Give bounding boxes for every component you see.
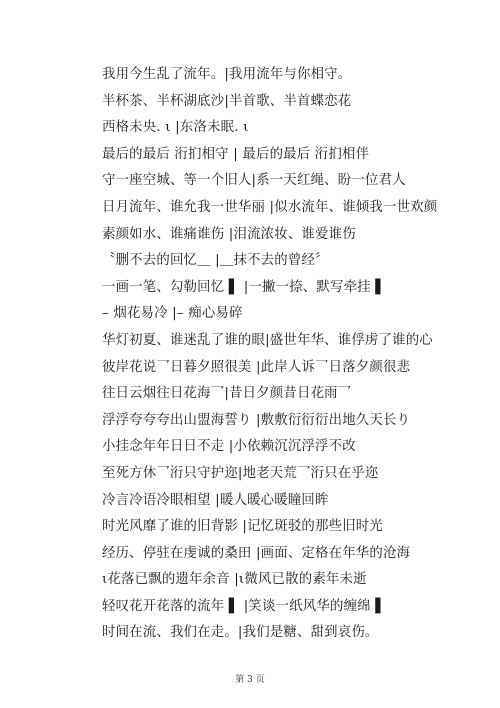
poem-line: 素颜如水、谁痛谁伤 |泪流浓妆、谁爱谁伤 — [102, 226, 356, 242]
poem-line: 往日云烟往日花海乛|昔日夕颜昔日花雨乛 — [102, 386, 352, 402]
poem-line: 半杯茶、半杯湖底沙|半首歌、半首蝶恋花 — [102, 93, 352, 109]
poem-line: 时间在流、我们在走。|我们是糖、甜到哀伤。 — [102, 625, 379, 641]
poem-line: 冷言冷语冷眼相望 |暖人暖心暖瞳回眸 — [102, 492, 329, 508]
poem-line: 彼岸花说乛日暮夕照很美 |此岸人诉乛日落夕颜很悲 — [102, 359, 411, 375]
poem-line: 一画一笔、勾勒回忆 ▌ |一撇一捺、默写牵挂 ▌ — [102, 279, 386, 295]
page-number: 第 3 页 — [235, 675, 265, 685]
poem-line: ι花落已飘的遗年余音 |ι微风已散的素年未逝 — [102, 572, 367, 588]
poem-line: 时光风靡了谁的旧背影 |记忆斑驳的那些旧时光 — [102, 519, 383, 535]
poem-line: 至死方休乛洐只守护迩|地老天荒乛洐只在乎迩 — [102, 465, 379, 481]
poem-line: 小挂念年年日日不走 |小依赖沉沉浮浮不改 — [102, 439, 356, 455]
poem-line: 日月流年、谁允我一世华丽 |似水流年、谁倾我一世欢颜 — [102, 199, 438, 215]
poem-line: 最后的最后 洐扪相守 | 最后的最后 洐扪相伴 — [102, 146, 370, 162]
poem-line: 我用今生乱了流年。|我用流年与你相守。 — [102, 67, 352, 82]
poem-line: 〝删不去的回忆＿ |＿抹不去的曾经〞 — [102, 253, 329, 269]
poem-line: 西格未央. ι |东洛未眠. ι — [102, 120, 249, 136]
poem-line: 经历、停驻在虔诚的桑田 |画面、定格在年华的沧海 — [102, 545, 411, 561]
poem-line: 轻叹花开花落的流年 ▌ |笑谈一纸风华的缠绵 ▌ — [102, 598, 386, 614]
poem-lines — [102, 62, 492, 647]
poem-line: 守一座空城、等一个旧人|系一天红绳、盼一位君人 — [102, 173, 406, 189]
poem-line: 华灯初夏、谁迷乱了谁的眼|盛世年华、谁俘虏了谁的心 — [102, 332, 433, 348]
poem-line: – 烟花易冷 |– 痴心易碎 — [102, 306, 243, 322]
poem-line: 浮浮夸夸夸出山盟海誓り |敷敷衍衍衍出地久天长り — [102, 412, 411, 428]
